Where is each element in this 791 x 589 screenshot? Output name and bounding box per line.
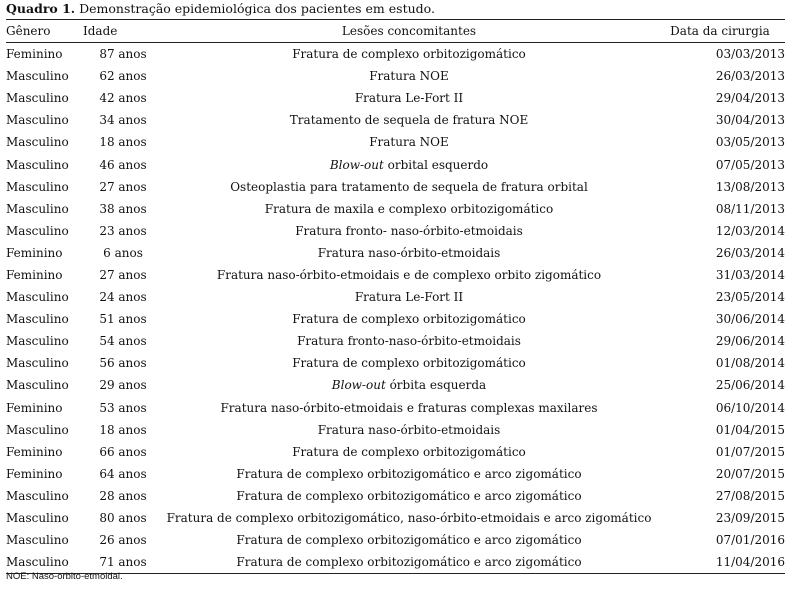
cell-idade: 53 anos (99, 400, 147, 415)
cell-idade: 66 anos (99, 444, 147, 459)
lesao-text: Fratura naso-órbito-etmoidais (317, 422, 501, 437)
caption-text: Demonstração epidemiológica dos pacientes em estudo. (75, 1, 435, 16)
cell-genero: Masculino (6, 113, 69, 128)
cell-genero: Masculino (6, 511, 69, 526)
cell-lesoes (163, 109, 655, 131)
lesao-text: orbital esquerdo (383, 157, 489, 172)
cell-data: 01/08/2014 (715, 356, 785, 371)
cell-data: 30/06/2014 (715, 312, 785, 327)
lesao-text: Fratura de complexo orbitozigomático (292, 312, 526, 327)
cell-idade: 28 anos (99, 488, 147, 503)
cell-genero: Masculino (6, 533, 69, 548)
cell-lesoes (163, 242, 655, 264)
cell-genero: Feminino (6, 400, 63, 415)
cell-data: 23/05/2014 (715, 290, 785, 305)
cell-lesoes (163, 485, 655, 507)
lesao-italic-term: Blow-out (329, 157, 384, 172)
cell-data: 23/09/2015 (715, 511, 785, 526)
lesao-italic-term: Blow-out (331, 378, 386, 393)
cell-lesoes (163, 397, 655, 419)
cell-genero: Masculino (6, 69, 69, 84)
cell-data: 03/05/2013 (715, 135, 785, 150)
cell-genero: Masculino (6, 91, 69, 106)
cell-lesoes (163, 264, 655, 286)
cell-idade: 54 anos (99, 334, 147, 349)
cell-data: 07/01/2016 (715, 533, 785, 548)
header-data: Data da cirurgia (655, 20, 785, 43)
cell-lesoes (163, 286, 655, 308)
table-row (6, 419, 785, 441)
cell-data: 26/03/2014 (715, 245, 785, 260)
table-row (6, 176, 785, 198)
table-row (6, 220, 785, 242)
table-row (6, 507, 785, 529)
table-row (6, 242, 785, 264)
cell-genero: Masculino (6, 179, 69, 194)
cell-idade: 51 anos (99, 312, 147, 327)
cell-genero: Masculino (6, 223, 69, 238)
table-row (6, 485, 785, 507)
cell-lesoes (163, 463, 655, 485)
table-row (6, 397, 785, 419)
cell-data: 07/05/2013 (715, 157, 785, 172)
cell-genero: Masculino (6, 312, 69, 327)
lesao-text: Fratura de complexo orbitozigomático (292, 356, 526, 371)
cell-data: 20/07/2015 (715, 466, 785, 481)
cell-lesoes (163, 352, 655, 374)
cell-idade: 23 anos (99, 223, 147, 238)
header-idade: Idade (83, 20, 163, 43)
cell-idade: 42 anos (99, 91, 147, 106)
cell-lesoes (163, 507, 655, 529)
table-row (6, 65, 785, 87)
cell-genero: Masculino (6, 157, 69, 172)
table-body (6, 43, 785, 574)
cell-lesoes (163, 308, 655, 330)
cell-lesoes (163, 176, 655, 198)
lesao-text: Tratamento de sequela de fratura NOE (289, 113, 529, 128)
lesao-text: órbita esquerda (385, 378, 487, 393)
cell-data: 27/08/2015 (715, 488, 785, 503)
cell-lesoes (163, 551, 655, 574)
lesao-text: Fratura naso-órbito-etmoidais (317, 245, 501, 260)
cell-data: 01/07/2015 (715, 444, 785, 459)
cell-genero: Feminino (6, 466, 63, 481)
lesao-text: Fratura fronto- naso-órbito-etmoidais (295, 223, 523, 238)
cell-genero: Feminino (6, 267, 63, 282)
cell-data: 03/03/2013 (715, 47, 785, 62)
table-row (6, 352, 785, 374)
cell-lesoes (163, 87, 655, 109)
cell-idade: 80 anos (99, 511, 147, 526)
cell-lesoes (163, 43, 655, 66)
lesao-text: Fratura de complexo orbitozigomático e arco zigomático (236, 466, 582, 481)
cell-genero: Masculino (6, 356, 69, 371)
cell-lesoes (163, 419, 655, 441)
patients-table (6, 19, 785, 574)
cell-data: 25/06/2014 (715, 378, 785, 393)
cell-idade: 34 anos (99, 113, 147, 128)
footnote: NOE: Naso-orbito-etmoidal. (6, 571, 123, 582)
cell-data: 08/11/2013 (715, 201, 785, 216)
cell-genero: Masculino (6, 290, 69, 305)
cell-genero: Feminino (6, 245, 63, 260)
cell-data: 29/04/2013 (715, 91, 785, 106)
cell-data: 11/04/2016 (715, 555, 785, 570)
lesao-text: Fratura Le-Fort II (354, 91, 464, 106)
cell-idade: 26 anos (99, 533, 147, 548)
cell-idade: 71 anos (99, 555, 147, 570)
cell-idade: 29 anos (99, 378, 147, 393)
table-row (6, 286, 785, 308)
cell-idade: 87 anos (99, 47, 147, 62)
cell-lesoes (163, 131, 655, 153)
table-row (6, 463, 785, 485)
lesao-text: Fratura de complexo orbitozigomático (292, 47, 526, 62)
cell-lesoes (163, 330, 655, 352)
lesao-text: Fratura NOE (369, 135, 449, 150)
lesao-text: Fratura naso-órbito-etmoidais e de complexo orbito zigomático (216, 267, 602, 282)
table-row (6, 551, 785, 574)
cell-idade: 18 anos (99, 135, 147, 150)
caption-label: Quadro 1. (6, 1, 76, 16)
cell-lesoes (163, 374, 655, 396)
cell-genero: Masculino (6, 135, 69, 150)
lesao-text: Fratura Le-Fort II (354, 290, 464, 305)
cell-data: 13/08/2013 (715, 179, 785, 194)
lesao-text: Fratura NOE (369, 69, 449, 84)
lesao-text: Fratura de complexo orbitozigomático, naso-órbito-etmoidais e arco zigomático (166, 511, 652, 526)
cell-lesoes (163, 198, 655, 220)
table-row (6, 374, 785, 396)
cell-genero: Feminino (6, 47, 63, 62)
table-row (6, 264, 785, 286)
table-row (6, 308, 785, 330)
cell-idade: 6 anos (103, 245, 143, 260)
table-row (6, 87, 785, 109)
lesao-text: Fratura de complexo orbitozigomático e arco zigomático (236, 533, 582, 548)
table-row (6, 43, 785, 66)
lesao-text: Fratura de maxila e complexo orbitozigomático (264, 201, 554, 216)
cell-genero: Feminino (6, 444, 63, 459)
cell-lesoes (163, 65, 655, 87)
cell-genero: Masculino (6, 201, 69, 216)
cell-data: 29/06/2014 (715, 334, 785, 349)
table-row (6, 441, 785, 463)
cell-idade: 24 anos (99, 290, 147, 305)
table-caption (6, 1, 435, 17)
header-genero: Gênero (6, 20, 83, 43)
table-row (6, 529, 785, 551)
table-row (6, 153, 785, 175)
lesao-text: Fratura fronto-naso-órbito-etmoidais (297, 334, 521, 349)
cell-data: 06/10/2014 (715, 400, 785, 415)
cell-lesoes (163, 441, 655, 463)
cell-data: 26/03/2013 (715, 69, 785, 84)
lesao-text: Fratura naso-órbito-etmoidais e fraturas complexas maxilares (220, 400, 598, 415)
cell-data: 01/04/2015 (715, 422, 785, 437)
lesao-text: Fratura de complexo orbitozigomático e arco zigomático (236, 488, 582, 503)
cell-data: 30/04/2013 (715, 113, 785, 128)
cell-idade: 38 anos (99, 201, 147, 216)
cell-genero: Masculino (6, 555, 69, 570)
table-row (6, 330, 785, 352)
cell-idade: 27 anos (99, 179, 147, 194)
cell-data: 31/03/2014 (715, 267, 785, 282)
cell-idade: 56 anos (99, 356, 147, 371)
cell-genero: Masculino (6, 334, 69, 349)
cell-genero: Masculino (6, 488, 69, 503)
lesao-text: Fratura de complexo orbitozigomático (292, 444, 526, 459)
cell-idade: 62 anos (99, 69, 147, 84)
cell-lesoes (163, 220, 655, 242)
table-row (6, 198, 785, 220)
header-lesoes: Lesões concomitantes (163, 20, 655, 43)
lesao-text: Osteoplastia para tratamento de sequela de fratura orbital (230, 179, 588, 194)
table-row (6, 109, 785, 131)
cell-data: 12/03/2014 (715, 223, 785, 238)
cell-genero: Masculino (6, 422, 69, 437)
table-row (6, 131, 785, 153)
cell-genero: Masculino (6, 378, 69, 393)
cell-idade: 64 anos (99, 466, 147, 481)
cell-idade: 18 anos (99, 422, 147, 437)
lesao-text: Fratura de complexo orbitozigomático e arco zigomático (236, 555, 582, 570)
cell-lesoes (163, 153, 655, 175)
cell-lesoes (163, 529, 655, 551)
cell-idade: 27 anos (99, 267, 147, 282)
cell-idade: 46 anos (99, 157, 147, 172)
header-row (6, 20, 785, 43)
